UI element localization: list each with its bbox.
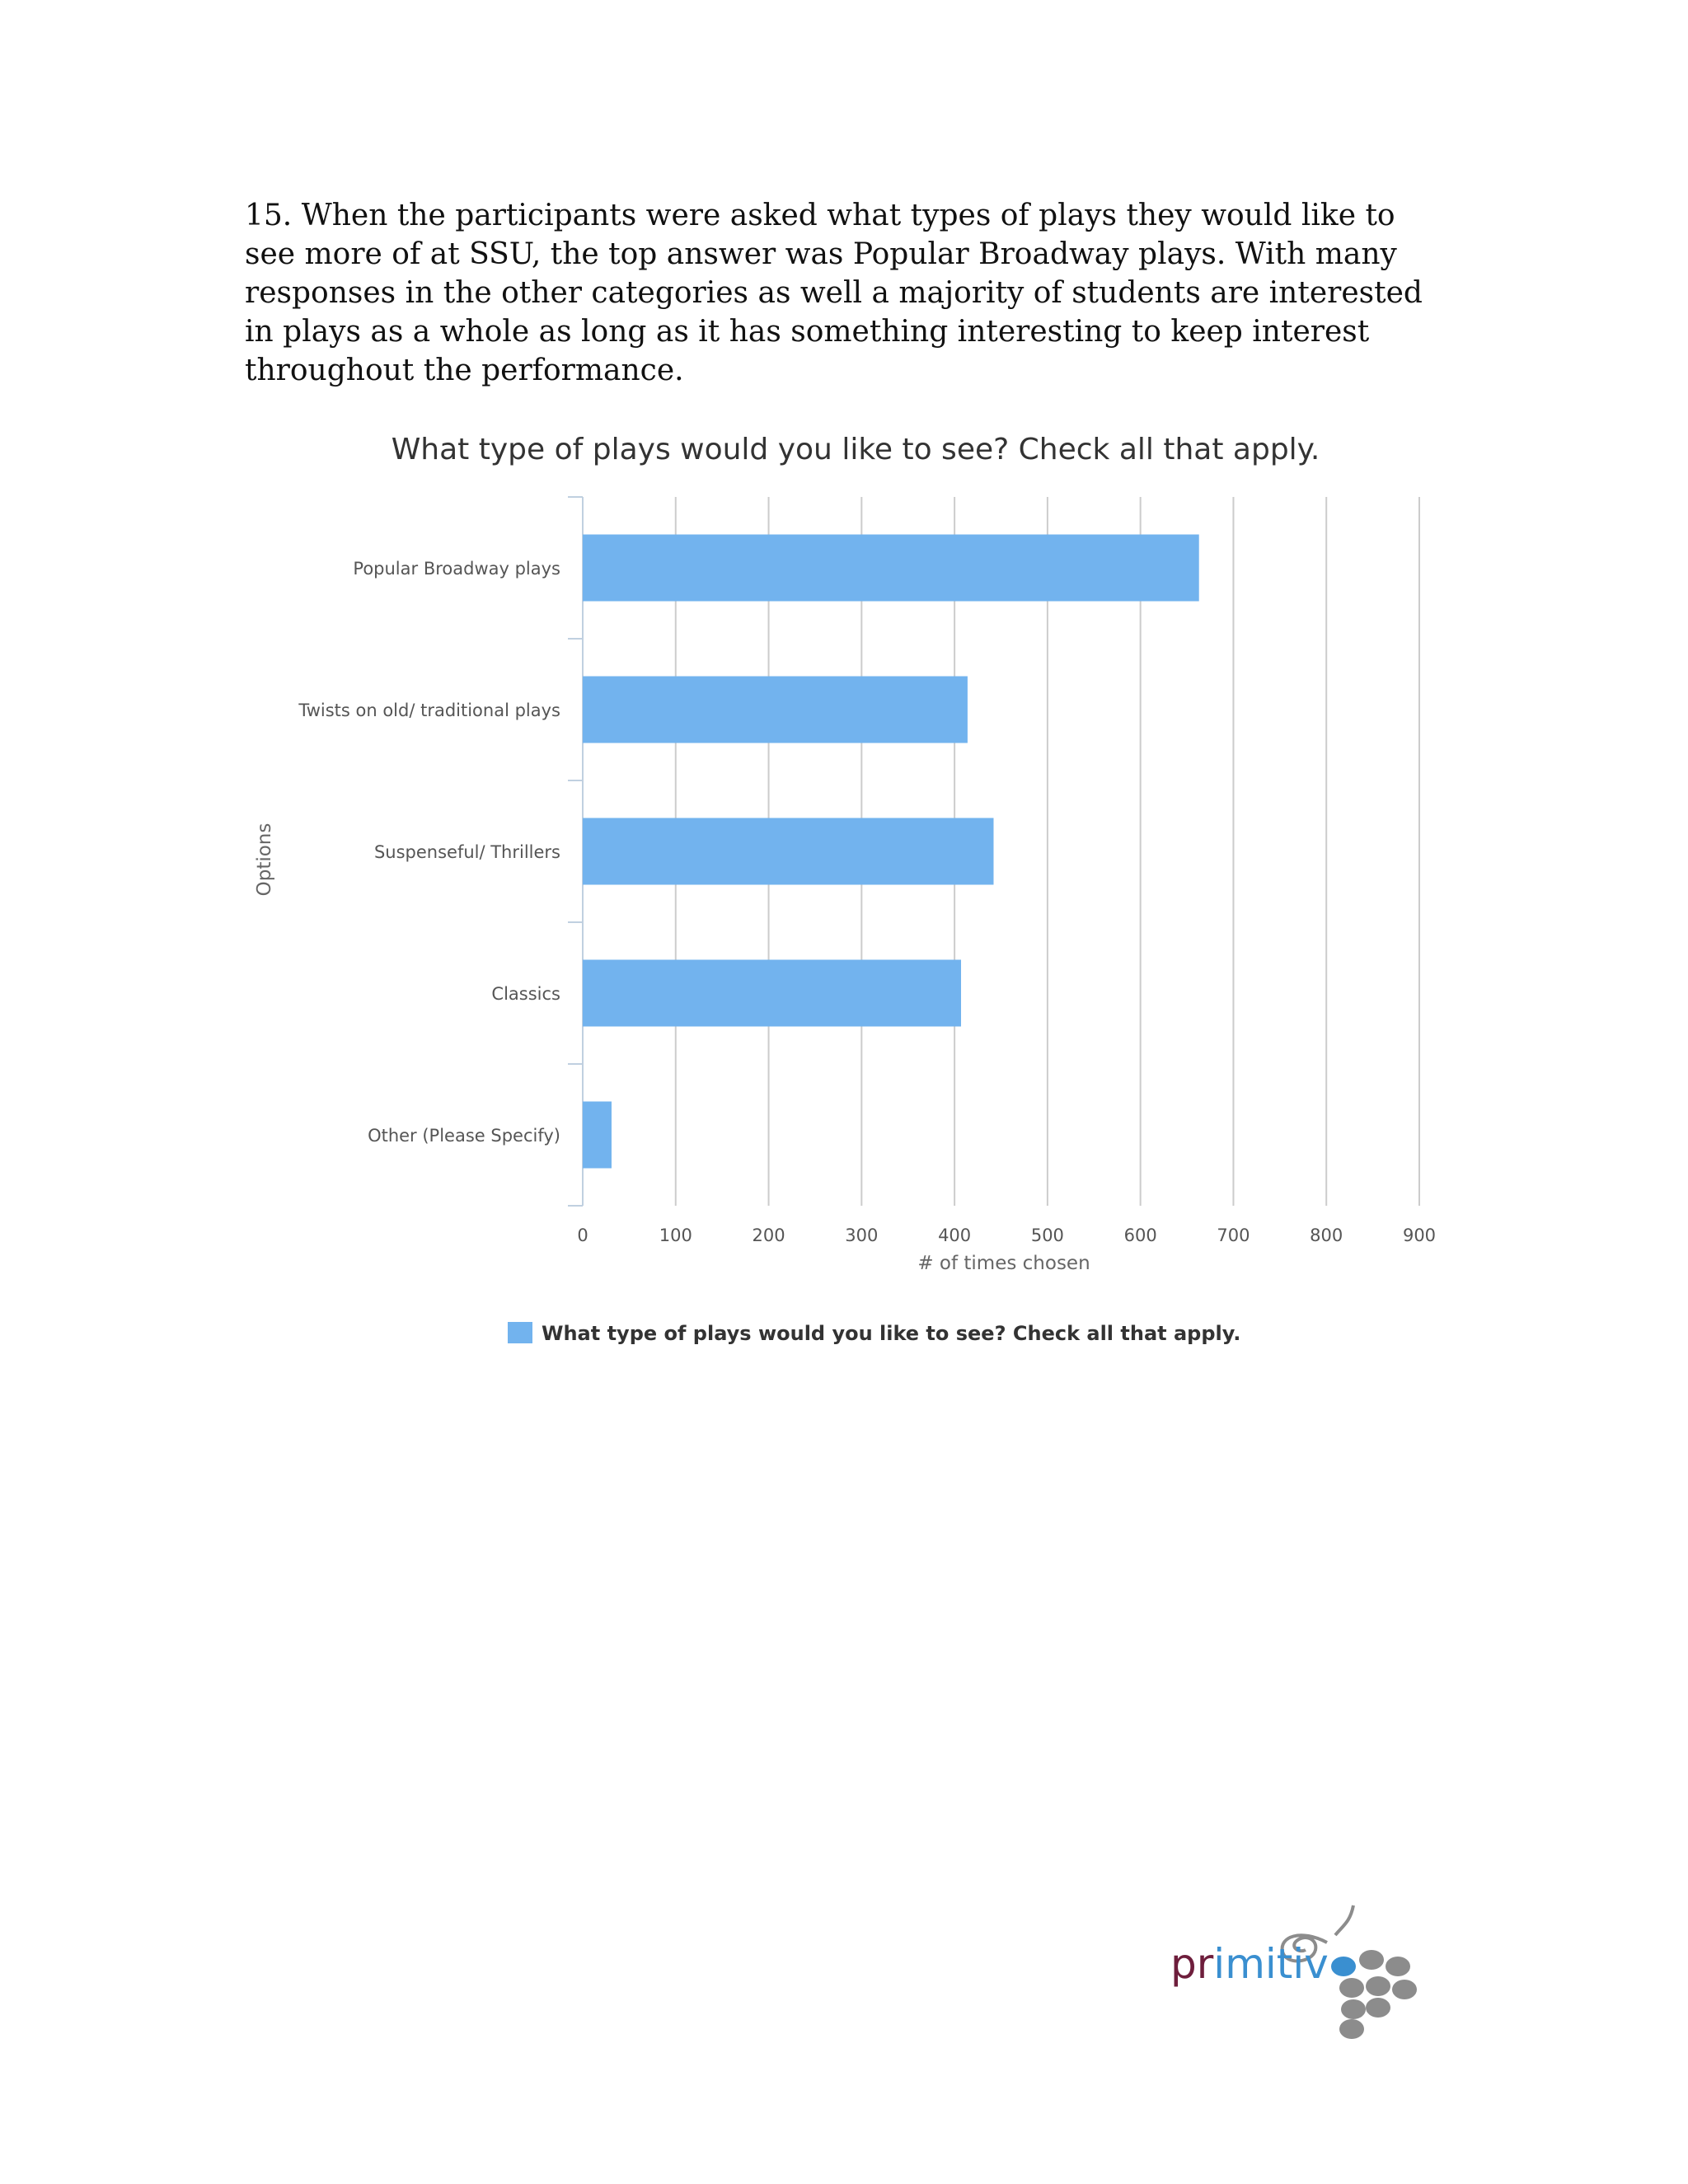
x-tick-label: 0	[577, 1226, 588, 1245]
logo-text-imitiv: imitiv	[1213, 1940, 1329, 1988]
legend-swatch	[508, 1322, 532, 1343]
logo-dot	[1341, 1999, 1366, 2019]
category-label: Twists on old/ traditional plays	[298, 701, 560, 720]
bar	[583, 818, 993, 885]
logo-dot	[1386, 1957, 1410, 1976]
bar	[583, 1102, 612, 1169]
x-tick-label: 700	[1217, 1226, 1250, 1245]
x-tick-label: 500	[1030, 1226, 1064, 1245]
logo-dot	[1366, 1976, 1390, 1996]
x-tick-label: 100	[659, 1226, 692, 1245]
logo-text-pr: pr	[1170, 1940, 1214, 1988]
category-label: Suspenseful/ Thrillers	[373, 842, 560, 862]
x-tick-label: 400	[938, 1226, 972, 1245]
logo-stem-icon	[1335, 1905, 1353, 1935]
category-label: Other (Please Specify)	[368, 1126, 560, 1146]
logo-wordmark	[1170, 1940, 1329, 1988]
legend	[508, 1322, 1240, 1345]
x-tick-label: 300	[845, 1226, 879, 1245]
y-axis-title: Options	[254, 823, 275, 897]
logo-dot	[1359, 1950, 1384, 1970]
bar	[583, 677, 968, 743]
bar	[583, 535, 1199, 602]
legend-label: What type of plays would you like to see? Check all that apply.	[542, 1322, 1241, 1345]
x-axis-title: # of times chosen	[917, 1253, 1090, 1274]
logo-dot	[1339, 2019, 1364, 2039]
category-label: Classics	[491, 984, 560, 1004]
body-paragraph: 15. When the participants were asked what types of plays they would like to see more of at SSU, the top answer was Popular Broadway plays. With many responses in the other categories as well a majority of students are interested in plays as a whole as long as it has something interesting to keep interest throughout the performance.	[245, 199, 1423, 387]
category-label: Popular Broadway plays	[353, 559, 560, 579]
logo-dot	[1366, 1998, 1390, 2018]
x-tick-label: 800	[1310, 1226, 1343, 1245]
x-tick-label: 200	[752, 1226, 785, 1245]
bar	[583, 960, 961, 1027]
logo-dot	[1331, 1957, 1356, 1976]
logo-dot	[1392, 1980, 1417, 1999]
primitivo-logo	[1170, 1905, 1417, 2039]
x-tick-label: 600	[1123, 1226, 1157, 1245]
logo-dot	[1339, 1978, 1364, 1998]
chart-title: What type of plays would you like to see? Check all that apply.	[391, 433, 1320, 466]
x-tick-label: 900	[1402, 1226, 1437, 1245]
logo-grape-dots-icon	[1331, 1950, 1417, 2039]
category-labels	[298, 559, 560, 1146]
x-tick-labels	[577, 1226, 1436, 1245]
